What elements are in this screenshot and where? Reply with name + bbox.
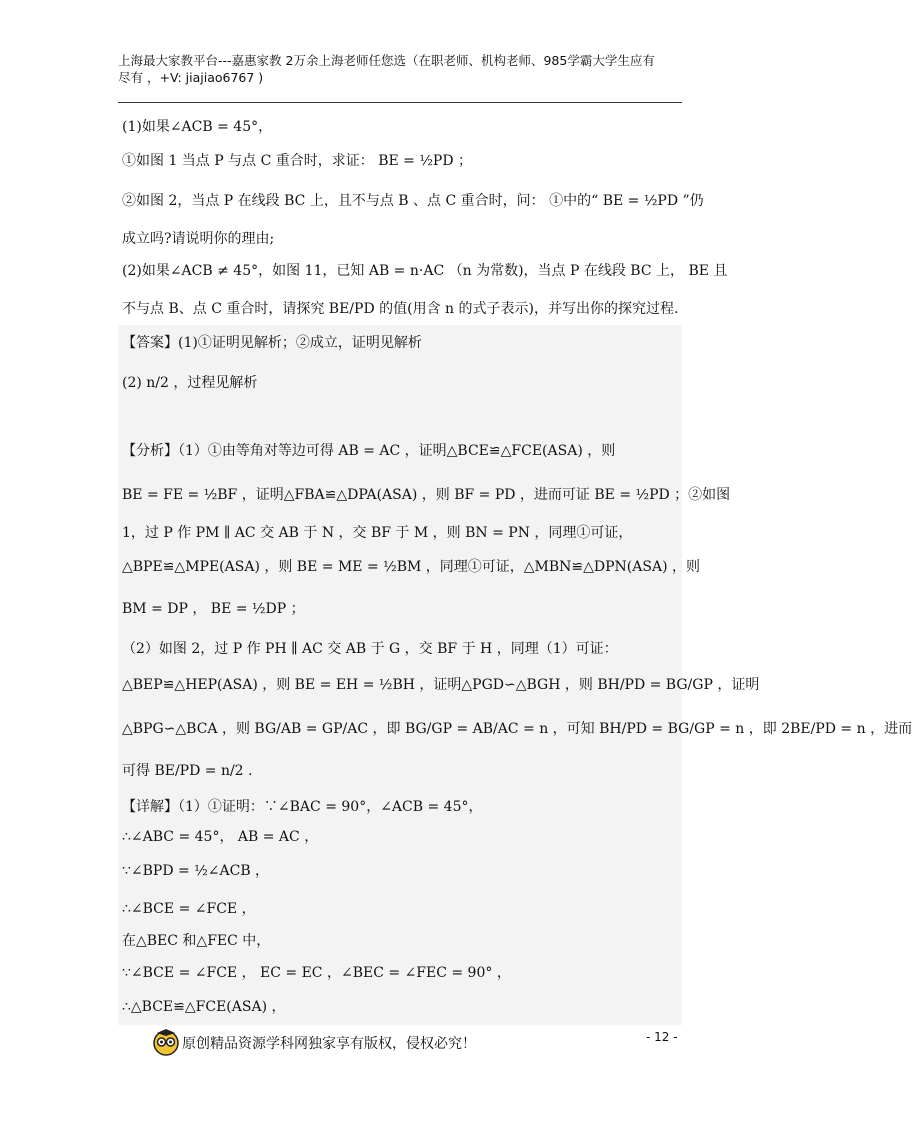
question-part-1: (1)如果∠ACB = 45°，	[122, 119, 273, 135]
analysis-line-6: （2）如图 2，过 P 作 PH ∥ AC 交 AB 于 G ，交 BF 于 H ，同理（1）可证：	[122, 641, 618, 657]
detail-line-3: ∵∠BPD = ½∠ACB ，	[122, 863, 270, 879]
answer-line-2: (2) n/2 ，过程见解析	[122, 375, 258, 391]
detail-line-1: 【详解】（1）①证明：∵∠BAC = 90°，∠ACB = 45°，	[122, 799, 483, 815]
header-line-1: 上海最大家教平台---嘉惠家教 2万余上海老师任您选（在职老师、机构老师、985学霸大学生应有	[118, 53, 655, 68]
detail-line-5: 在△BEC 和△FEC 中，	[122, 933, 271, 949]
analysis-line-1: 【分析】（1）①由等角对等边可得 AB = AC ，证明△BCE≌△FCE(ASA) ，则	[122, 443, 616, 459]
question-part-2-cont: 不与点 B、点 C 重合时，请探究 BE/PD 的值(用含 n 的式子表示)，并写出你的探究过程.	[122, 301, 679, 317]
analysis-line-2: BE = FE = ½BF ，证明△FBA≌△DPA(ASA) ，则 BF = PD ，进而可证 BE = ½PD ；②如图	[122, 487, 731, 503]
page-number: - 12 -	[646, 1030, 678, 1044]
detail-line-2: ∴∠ABC = 45°， AB = AC ，	[122, 829, 319, 845]
answer-line-1: 【答案】(1)①证明见解析；②成立，证明见解析	[122, 335, 422, 351]
question-1-sub-1: ①如图 1 当点 P 与点 C 重合时，求证： BE = ½PD ；	[122, 153, 472, 169]
detail-line-4: ∴∠BCE = ∠FCE ，	[122, 901, 256, 917]
analysis-line-8: △BPG∽△BCA ，则 BG/AB = GP/AC ，即 BG/GP = AB/AC = n ，可知 BH/PD = BG/GP = n ，即 2BE/PD = n ，进而	[122, 721, 912, 737]
detail-line-6: ∵∠BCE = ∠FCE ， EC = EC ，∠BEC = ∠FEC = 90° ，	[122, 965, 511, 981]
analysis-line-9: 可得 BE/PD = n/2 .	[122, 763, 253, 779]
page-header	[118, 52, 678, 86]
analysis-line-5: BM = DP ， BE = ½DP ；	[122, 601, 305, 617]
owl-logo-icon	[152, 1028, 180, 1056]
question-1-sub-2: ②如图 2，当点 P 在线段 BC 上，且不与点 B 、点 C 重合时，问： ①中的“ BE = ½PD ”仍	[122, 193, 704, 209]
analysis-line-7: △BEP≌△HEP(ASA) ，则 BE = EH = ½BH ，证明△PGD∽△BGH ，则 BH/PD = BG/GP ，证明	[122, 677, 760, 693]
analysis-line-4: △BPE≌△MPE(ASA) ，则 BE = ME = ½BM ，同理①可证，△MBN≌△DPN(ASA) ，则	[122, 559, 700, 575]
analysis-line-3: 1，过 P 作 PM ∥ AC 交 AB 于 N ，交 BF 于 M ，则 BN = PN ，同理①可证，	[122, 525, 633, 541]
detail-line-7: ∴△BCE≌△FCE(ASA) ，	[122, 999, 286, 1015]
question-1-sub-2-cont: 成立吗?请说明你的理由;	[122, 231, 275, 247]
header-line-2: 尽有 ，+V: jiajiao6767 )	[118, 70, 264, 85]
question-part-2: (2)如果∠ACB ≠ 45°，如图 11，已知 AB = n·AC （n 为常数)，当点 P 在线段 BC 上， BE 且	[122, 263, 728, 279]
header-divider	[118, 102, 682, 103]
footer-copyright: 原创精品资源学科网独家享有版权，侵权必究！	[182, 1036, 476, 1052]
